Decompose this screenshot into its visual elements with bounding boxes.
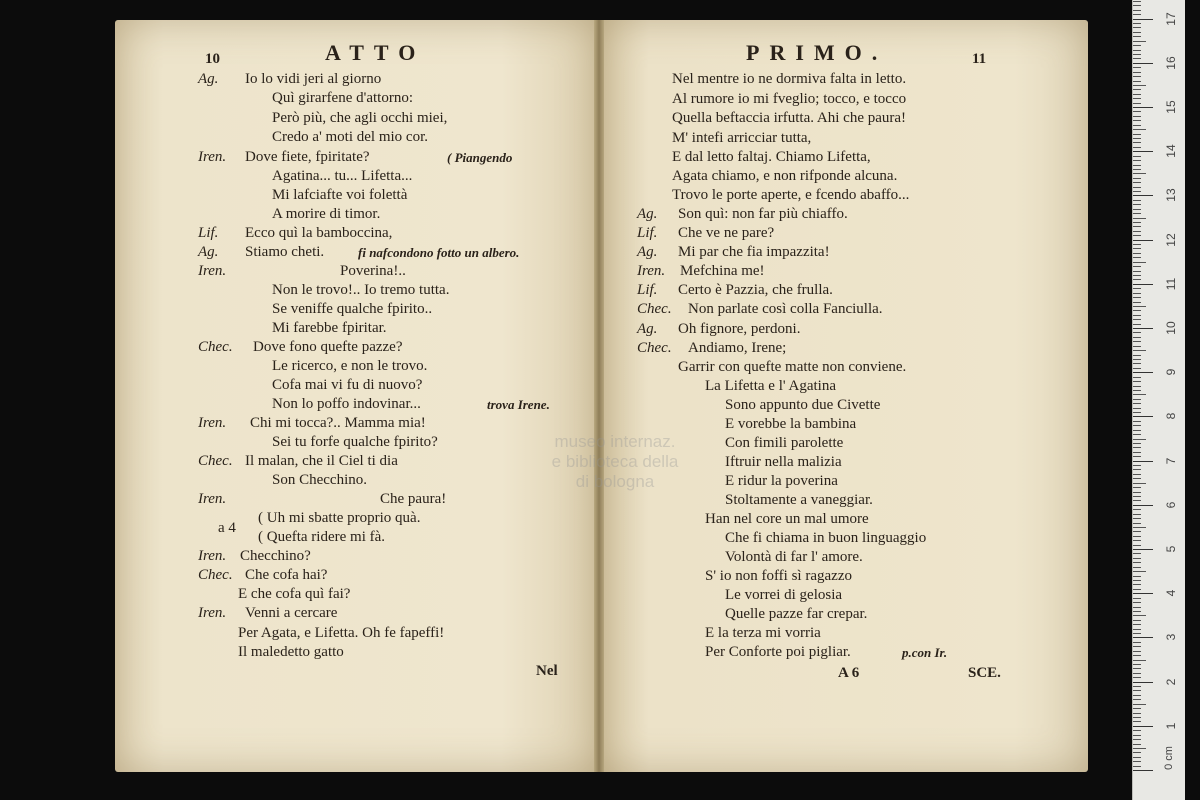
catchword: SCE. — [968, 665, 1001, 681]
ruler-tick — [1133, 677, 1141, 678]
ruler-tick — [1133, 443, 1141, 444]
ruler-tick — [1133, 452, 1141, 453]
ruler-tick — [1133, 655, 1141, 656]
ruler-tick — [1133, 531, 1141, 532]
ruler-tick — [1133, 651, 1141, 652]
verse-line: Sei tu forfe qualche fpirito? — [272, 434, 438, 450]
ruler-number: 10 — [1164, 321, 1178, 335]
ruler-tick — [1133, 156, 1141, 157]
verse-line: La Lifetta e l' Agatina — [705, 378, 836, 394]
verse-line: Che cofa hai? — [245, 567, 328, 583]
ruler-tick — [1133, 690, 1141, 691]
verse-line: Mi lafciafte voi folettà — [272, 187, 408, 203]
ruler-tick — [1133, 262, 1146, 263]
stage-direction: trova Irene. — [487, 397, 550, 412]
ruler-tick — [1133, 341, 1141, 342]
ruler-tick — [1133, 509, 1141, 510]
ruler-tick — [1133, 620, 1141, 621]
ruler-number: 16 — [1164, 56, 1178, 70]
ruler-tick — [1133, 611, 1141, 612]
verse-line: Non le trovo!.. Io tremo tutta. — [272, 282, 450, 298]
verse-line: Se veniffe qualche fpirito.. — [272, 301, 433, 317]
ruler-tick — [1133, 58, 1141, 59]
ruler-tick — [1133, 337, 1141, 338]
ruler-tick — [1133, 98, 1141, 99]
ruler-tick — [1133, 204, 1141, 205]
catchword: Nel — [536, 663, 558, 679]
ruler-tick — [1133, 553, 1141, 554]
ruler-tick — [1133, 593, 1153, 594]
verse-line: E vorebbe la bambina — [725, 416, 857, 432]
watermark-line: e biblioteca della — [551, 452, 679, 471]
verse-line: Ecco quì la bamboccina, — [245, 225, 393, 241]
ruler-tick — [1133, 713, 1141, 714]
ruler-tick — [1133, 10, 1141, 11]
ruler-tick — [1133, 182, 1141, 183]
ruler-tick — [1133, 253, 1141, 254]
ruler-tick — [1133, 350, 1146, 351]
ruler-tick — [1133, 368, 1141, 369]
speaker-label: Lif. — [637, 282, 658, 298]
verse-line: Sono appunto due Civette — [725, 397, 881, 413]
ruler-tick — [1133, 615, 1146, 616]
ruler-tick — [1133, 496, 1141, 497]
verse-line: Quelle pazze far crepar. — [725, 606, 868, 622]
ruler-tick — [1133, 748, 1146, 749]
ruler-number: 5 — [1164, 545, 1178, 553]
ruler-number: 17 — [1164, 11, 1178, 26]
ruler-tick — [1133, 386, 1141, 387]
page-header: ATTO — [325, 40, 426, 65]
ruler-tick — [1133, 527, 1146, 528]
ruler-tick — [1133, 85, 1146, 86]
verse-line: Per Conforte poi pigliar. — [705, 644, 851, 660]
verse-line: Andiamo, Irene; — [688, 340, 787, 356]
book-gutter — [594, 20, 604, 772]
verse-line: Cofa mai vi fu di nuovo? — [272, 377, 423, 393]
ruler-tick — [1133, 346, 1141, 347]
ruler-tick — [1133, 739, 1141, 740]
ruler-number: 6 — [1164, 501, 1178, 509]
ruler-tick — [1133, 500, 1141, 501]
verse-line: Con fimili parolette — [725, 435, 844, 451]
verse-line: Nel mentre io ne dormiva falta in letto. — [672, 71, 907, 87]
stage-direction: fi nafcondono fotto un albero. — [358, 245, 520, 260]
ruler-tick — [1133, 492, 1141, 493]
ruler-tick — [1133, 664, 1141, 665]
verse-line: Volontà di far l' amore. — [725, 549, 863, 565]
ruler-tick — [1133, 514, 1141, 515]
ruler-number: 8 — [1164, 413, 1178, 420]
verse-line: Non lo poffo indovinar... — [272, 396, 421, 412]
ruler-tick — [1133, 642, 1141, 643]
speaker-label: Chec. — [637, 301, 672, 317]
speaker-label: Chec. — [198, 567, 233, 583]
ruler-tick — [1133, 390, 1141, 391]
page-number: 10 — [205, 51, 220, 67]
ruler-tick — [1133, 120, 1141, 121]
verse-line: Credo a' moti del mio cor. — [272, 129, 429, 145]
ruler-tick — [1133, 284, 1153, 285]
ruler-number: 4 — [1164, 589, 1178, 597]
ruler-tick — [1133, 257, 1141, 258]
measurement-ruler — [1132, 0, 1185, 800]
verse-line: ( Uh mi sbatte proprio quà. — [258, 510, 421, 526]
ruler-tick — [1133, 248, 1141, 249]
ruler-tick — [1133, 421, 1141, 422]
ruler-tick — [1133, 27, 1141, 28]
ruler-tick — [1133, 5, 1141, 6]
ruler-tick — [1133, 602, 1141, 603]
ruler-tick — [1133, 222, 1141, 223]
ruler-tick — [1133, 717, 1141, 718]
verse-line: Però più, che agli occhi miei, — [272, 110, 448, 126]
ruler-tick — [1133, 195, 1153, 196]
ruler-tick — [1133, 708, 1141, 709]
ruler-number: 14 — [1164, 144, 1178, 158]
ruler-tick — [1133, 416, 1153, 417]
verse-line: Poverina!.. — [340, 263, 406, 279]
ruler-tick — [1133, 293, 1141, 294]
ruler-tick — [1133, 576, 1141, 577]
ruler-tick — [1133, 770, 1153, 771]
ruler-tick — [1133, 408, 1141, 409]
ruler-tick — [1133, 138, 1141, 139]
verse-line: Trovo le porte aperte, e fcendo abaffo... — [672, 187, 910, 203]
verse-line: M' intefi arricciar tutta, — [672, 130, 812, 146]
ruler-tick — [1133, 41, 1146, 42]
verse-line: Iftruir nella malizia — [725, 454, 842, 470]
speaker-label: Ag. — [637, 244, 658, 260]
ruler-tick — [1133, 89, 1141, 90]
verse-line: ( Quefta ridere mi fà. — [258, 529, 386, 545]
speaker-label: Lif. — [637, 225, 658, 241]
speaker-label: Iren. — [198, 149, 227, 165]
ruler-tick — [1133, 81, 1141, 82]
ruler-tick — [1133, 36, 1141, 37]
ruler-tick — [1133, 686, 1141, 687]
ruler-tick — [1133, 134, 1141, 135]
ruler-tick — [1133, 394, 1146, 395]
ruler-number: 2 — [1164, 678, 1178, 685]
speaker-label: Iren. — [637, 263, 666, 279]
verse-line: Son quì: non far più chiaffo. — [678, 206, 848, 222]
ruler-tick — [1133, 297, 1141, 298]
verse-line: Dove fiete, fpiritate? — [245, 149, 370, 165]
ruler-number: 15 — [1164, 100, 1178, 114]
ruler-tick — [1133, 412, 1141, 413]
ruler-tick — [1133, 752, 1141, 753]
ruler-tick — [1133, 187, 1141, 188]
ruler-tick — [1133, 151, 1153, 152]
ruler-tick — [1133, 160, 1141, 161]
ruler-tick — [1133, 726, 1153, 727]
ruler-tick — [1133, 381, 1141, 382]
ruler-tick — [1133, 45, 1141, 46]
verse-line: Per Agata, e Lifetta. Oh fe fapeffi! — [238, 625, 445, 641]
verse-line: Che ve ne pare? — [678, 225, 775, 241]
ruler-tick — [1133, 399, 1141, 400]
ruler-tick — [1133, 624, 1141, 625]
ruler-number: 3 — [1164, 634, 1178, 641]
speaker-label: Iren. — [198, 415, 227, 431]
verse-line: Il malan, che il Ciel ti dia — [245, 453, 398, 469]
ruler-number: 13 — [1164, 188, 1178, 203]
ruler-tick — [1133, 372, 1153, 373]
ruler-tick — [1133, 456, 1141, 457]
speaker-label: Ag. — [198, 244, 219, 260]
ruler-tick — [1133, 191, 1141, 192]
speaker-label: Iren. — [198, 491, 227, 507]
ruler-tick — [1133, 487, 1141, 488]
ruler-tick — [1133, 536, 1141, 537]
ruler-tick — [1133, 704, 1146, 705]
verse-line: Agata chiamo, e non rifponde alcuna. — [672, 168, 898, 184]
ruler-tick — [1133, 359, 1141, 360]
ruler-tick — [1133, 545, 1141, 546]
ruler-tick — [1133, 235, 1141, 236]
ruler-tick — [1133, 562, 1141, 563]
ruler-tick — [1133, 200, 1141, 201]
ruler-tick — [1133, 721, 1141, 722]
ruler-tick — [1133, 319, 1141, 320]
ruler-tick — [1133, 324, 1141, 325]
page-header: PRIMO. — [746, 40, 888, 65]
ruler-tick — [1133, 744, 1141, 745]
verse-line: Mefchina me! — [680, 263, 765, 279]
ruler-tick — [1133, 67, 1141, 68]
watermark-line: di bologna — [575, 472, 655, 491]
ruler-tick — [1133, 19, 1153, 20]
ruler-tick — [1133, 660, 1146, 661]
verse-line: Certo è Pazzia, che frulla. — [678, 282, 833, 298]
ruler-tick — [1133, 50, 1141, 51]
ruler-tick — [1133, 54, 1141, 55]
ruler-tick — [1133, 571, 1146, 572]
ruler-tick — [1133, 209, 1141, 210]
stage-direction: ( Piangendo — [447, 150, 513, 165]
verse-line: Non parlate così colla Fanciulla. — [688, 301, 883, 317]
ruler-tick — [1133, 147, 1141, 148]
ruler-tick — [1133, 478, 1141, 479]
ruler-tick — [1133, 142, 1141, 143]
ruler-tick — [1133, 403, 1141, 404]
ruler-tick — [1133, 23, 1141, 24]
ruler-tick — [1133, 94, 1141, 95]
ruler-tick — [1133, 695, 1141, 696]
verse-line: Dove fono quefte pazze? — [253, 339, 403, 355]
ruler-tick — [1133, 434, 1141, 435]
verse-line: Che paura! — [380, 491, 447, 507]
ruler-number: 7 — [1164, 457, 1178, 464]
verse-line: S' io non foffi sì ragazzo — [705, 568, 852, 584]
ruler-number: 1 — [1164, 722, 1178, 730]
verse-line: Le ricerco, e non le trovo. — [272, 358, 428, 374]
speaker-label: a 4 — [218, 520, 236, 536]
ruler-tick — [1133, 240, 1153, 241]
ruler-tick — [1133, 279, 1141, 280]
ruler-tick — [1133, 646, 1141, 647]
ruler-tick — [1133, 288, 1141, 289]
ruler-tick — [1133, 116, 1141, 117]
speaker-label: Chec. — [198, 453, 233, 469]
ruler-tick — [1133, 32, 1141, 33]
ruler-tick — [1133, 178, 1141, 179]
speaker-label: Iren. — [198, 548, 227, 564]
speaker-label: Ag. — [637, 321, 658, 337]
ruler-tick — [1133, 523, 1141, 524]
verse-line: E la terza mi vorria — [705, 625, 821, 641]
page-number: 11 — [972, 51, 987, 67]
verse-line: Il maledetto gatto — [238, 644, 344, 660]
verse-line: Garrir con quefte matte non conviene. — [678, 359, 907, 375]
ruler-number: 11 — [1164, 277, 1178, 291]
ruler-tick — [1133, 218, 1146, 219]
ruler-tick — [1133, 730, 1141, 731]
ruler-tick — [1133, 461, 1153, 462]
ruler-tick — [1133, 213, 1141, 214]
ruler-tick — [1133, 607, 1141, 608]
ruler-tick — [1133, 425, 1141, 426]
ruler-tick — [1133, 505, 1153, 506]
ruler-tick — [1133, 63, 1153, 64]
verse-line: Quì girarfene d'attorno: — [272, 90, 413, 106]
ruler-tick — [1133, 430, 1141, 431]
watermark — [530, 432, 700, 492]
ruler-tick — [1133, 111, 1141, 112]
ruler-tick — [1133, 439, 1146, 440]
verse-line: Mi farebbe fpiritar. — [272, 320, 387, 336]
ruler-tick — [1133, 549, 1153, 550]
ruler-tick — [1133, 107, 1153, 108]
ruler-tick — [1133, 761, 1141, 762]
speaker-label: Lif. — [198, 225, 219, 241]
ruler-tick — [1133, 266, 1141, 267]
stage-direction: p.con Ir. — [902, 645, 948, 660]
ruler-tick — [1133, 315, 1141, 316]
verse-line: E ridur la poverina — [725, 473, 838, 489]
verse-line: Checchino? — [240, 548, 311, 564]
verse-line: Che fi chiama in buon linguaggio — [725, 530, 927, 546]
ruler-tick — [1133, 173, 1146, 174]
ruler-tick — [1133, 598, 1141, 599]
ruler-tick — [1133, 682, 1153, 683]
ruler-tick — [1133, 518, 1141, 519]
ruler-tick — [1133, 584, 1141, 585]
ruler-tick — [1133, 580, 1141, 581]
ruler-tick — [1133, 377, 1141, 378]
ruler-tick — [1133, 465, 1141, 466]
ruler-tick — [1133, 72, 1141, 73]
ruler-tick — [1133, 14, 1141, 15]
ruler-tick — [1133, 169, 1141, 170]
signature-mark: A 6 — [838, 665, 860, 681]
ruler-tick — [1133, 226, 1141, 227]
verse-line: Venni a cercare — [245, 605, 338, 621]
ruler-tick — [1133, 363, 1141, 364]
ruler-tick — [1133, 310, 1141, 311]
verse-line: Stiamo cheti. — [245, 244, 325, 260]
ruler-tick — [1133, 302, 1141, 303]
ruler-tick — [1133, 735, 1141, 736]
ruler-tick — [1133, 125, 1141, 126]
verse-line: Stoltamente a vaneggiar. — [725, 492, 873, 508]
verse-line: Al rumore io mi fveglio; tocco, e tocco — [672, 91, 907, 107]
ruler-tick — [1133, 129, 1146, 130]
ruler-tick — [1133, 469, 1141, 470]
ruler-tick — [1133, 540, 1141, 541]
ruler-tick — [1133, 629, 1141, 630]
verse-line: Son Checchino. — [272, 472, 367, 488]
speaker-label: Iren. — [198, 263, 227, 279]
verse-line: Oh fignore, perdoni. — [678, 321, 801, 337]
ruler-tick — [1133, 589, 1141, 590]
ruler-tick — [1133, 244, 1141, 245]
verse-line: Mi par che fia impazzita! — [678, 244, 830, 260]
verse-line: Han nel core un mal umore — [705, 511, 869, 527]
ruler-tick — [1133, 447, 1141, 448]
speaker-label: Ag. — [637, 206, 658, 222]
speaker-label: Chec. — [198, 339, 233, 355]
ruler-tick — [1133, 558, 1141, 559]
ruler-tick — [1133, 355, 1141, 356]
ruler-tick — [1133, 103, 1141, 104]
ruler-tick — [1133, 1, 1141, 2]
ruler-tick — [1133, 766, 1141, 767]
verse-line: A morire di timor. — [272, 206, 381, 222]
ruler-tick — [1133, 637, 1153, 638]
speaker-label: Ag. — [198, 71, 219, 87]
ruler-tick — [1133, 275, 1141, 276]
verse-line: E dal letto faltaj. Chiamo Lifetta, — [672, 149, 871, 165]
verse-line: E che cofa quì fai? — [238, 586, 351, 602]
verse-line: Agatina... tu... Lifetta... — [272, 168, 413, 184]
ruler-tick — [1133, 271, 1141, 272]
watermark-line: museo internaz. — [554, 432, 676, 451]
ruler-tick — [1133, 231, 1141, 232]
speaker-label: Chec. — [637, 340, 672, 356]
verse-line: Le vorrei di gelosia — [725, 587, 843, 603]
ruler-tick — [1133, 757, 1141, 758]
verse-line: Io lo vidi jeri al giorno — [245, 71, 382, 87]
ruler-number: 9 — [1164, 368, 1178, 376]
ruler-number: 12 — [1164, 232, 1178, 247]
ruler-tick — [1133, 328, 1153, 329]
ruler-tick — [1133, 165, 1141, 166]
verse-line: Quella beftaccia irfutta. Ahi che paura! — [672, 110, 907, 126]
ruler-tick — [1133, 474, 1141, 475]
ruler-tick — [1133, 633, 1141, 634]
ruler-tick — [1133, 668, 1141, 669]
verse-line: Chi mi tocca?.. Mamma mia! — [250, 415, 426, 431]
ruler-tick — [1133, 699, 1141, 700]
ruler-tick — [1133, 483, 1146, 484]
ruler-unit: 0 cm — [1162, 746, 1175, 770]
ruler-tick — [1133, 673, 1141, 674]
speaker-label: Iren. — [198, 605, 227, 621]
ruler-tick — [1133, 567, 1141, 568]
ruler-tick — [1133, 306, 1146, 307]
ruler-tick — [1133, 332, 1141, 333]
ruler-tick — [1133, 76, 1141, 77]
